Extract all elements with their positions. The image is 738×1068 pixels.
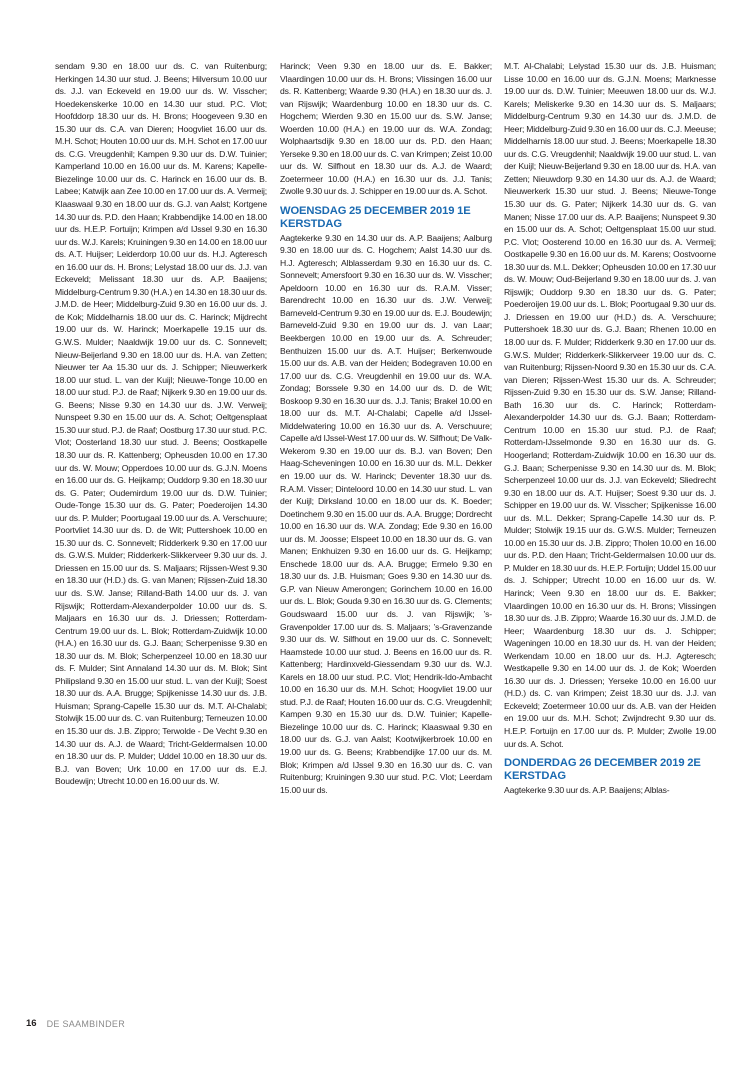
column-3: [504, 60, 716, 796]
column-2-text-bottom: Aagtekerke 9.30 en 14.30 uur ds. A.P. Baaijens; Aalburg 9.30 en 18.00 uur ds. C. Hogchem; Aalst 14.30 uur ds. H.J. Agteresch; Alblasserdam 9.30 en 16.30 uur ds. C. Sonnevelt; Amersfoort 9.30 en 16.30 uur ds. W. Visscher; Apeldoorn 10.00 en 16.30 uur ds. R.A.M. Visser; Barendrecht 10.00 en 16.30 uur ds. J.W. Verweij; Barneveld-Centrum 9.30 en 19.00 uur ds. E.J. Boudewijn; Barneveld-Zuid 9.30 en 19.00 uur ds. J. van Laar; Beekbergen 10.00 en 19.00 uur ds. A. Schreuder; Benthuizen 15.00 uur ds. A.T. Huijser; Berkenwoude 15.00 uur ds. A.B. van der Heiden; Bodegraven 10.00 en 17.00 uur ds. C.G. Vreugdenhil en 19.00 uur ds. W.A. Zondag; Borssele 9.30 en 14.00 uur ds. D. de Wit; Boskoop 9.30 en 16.30 uur ds. J.J. Tanis; Brakel 10.00 en 18.00 uur ds. M.T. Al-Chalabi; Capelle a/d IJssel-Middelwatering 10.00 en 16.30 uur ds. A. Verschuure; Capelle a/d IJssel-West 17.00 uur ds. W. Silfhout; De Valk-Wekerom 9.30 en 19.00 uur ds. B.J. van Boven; Den Haag-Scheveningen 10.00 en 16.30 uur ds. M.L. Dekker en 19.00 uur ds. W. Harinck; Deventer 18.30 uur ds. R.A.M. Visser; Dinteloord 10.00 en 14.30 uur stud. L. van der Kuijl; Dirksland 10.00 en 18.00 uur ds. K. Boeder; Doetinchem 9.30 en 15.00 uur ds. A.A. Brugge; Dordrecht 10.00 en 16.30 uur ds. W.A. Zondag; Ede 9.30 en 16.00 uur ds. M. Joosse; Elspeet 10.00 en 18.30 uur ds. G. van Manen; Enkhuizen 9.30 en 16.00 uur ds. G. Heijkamp; Enschede 18.00 uur ds. A.A. Brugge; Ermelo 9.30 en 18.30 uur ds. J.B. Huisman; Goes 9.30 en 14.30 uur ds. G.P. van Nieuw Amerongen; Gorinchem 10.00 en 16.00 uur ds. L. Blok; Gouda 9.30 en 16.30 uur ds. G. Clements; Goudswaard 15.00 uur ds. J. van Rijswijk; ’s-Gravenpolder 17.00 uur ds. S. Maljaars; ’s-Gravenzande 9.30 uur ds. W. Silfhout en 19.00 uur ds. C. Sonnevelt; Haamstede 10.00 uur stud. J. Beens en 16.00 uur ds. R. Kattenberg; Hardinxveld-Giessendam 9.30 uur ds. W.J. Karels en 18.00 uur stud. P.C. Vlot; Hendrik-Ido-Ambacht 10.00 en 16.30 uur ds. M.H. Schot; Hoogvliet 19.00 uur stud. P.J. de Raaf; Houten 16.00 uur ds. C.G. Vreugdenhil; Kampen 9.30 en 15.30 uur ds. D.W. Tuinier; Kapelle-Biezelinge 10.00 uur ds. C. Harinck; Klaaswaal 9.30 en 18.00 uur ds. G.J. van Aalst; Kootwijkerbroek 10.00 en 19.00 uur ds. G. Beens; Krabbendijke 17.00 uur ds. M. Blok; Krimpen a/d IJssel 9.30 en 16.30 uur ds. C. van Ruitenburg; Kruiningen 9.30 uur stud. P.C. Vlot; Leerdam 15.00 uur ds.: [280, 232, 492, 795]
heading-woensdag-25-december: WOENSDAG 25 DECEMBER 2019 1E KERSTDAG: [280, 205, 471, 230]
column-2-text-top: Harinck; Veen 9.30 en 18.00 uur ds. E. Bakker; Vlaardingen 10.00 uur ds. H. Brons; Vlissingen 16.00 uur ds. R. Kattenberg; Waarde 9.30 (H.A.) en 18.30 uur ds. J. van Rijswijk; Waardenburg 10.00 en 18.30 uur ds. C. Hogchem; Wierden 9.30 en 15.00 uur ds. S.W. Janse; Woerden 10.00 (H.A.) en 19.00 uur ds. W.A. Zondag; Wolphaartsdijk 9.30 en 18.00 uur ds. P.D. den Haan; Yerseke 9.30 en 18.00 uur ds. C. van Krimpen; Zeist 10.00 uur ds. W. Silfhout en 18.30 uur ds. A.J. de Waard; Zoetermeer 10.00 (H.A.) en 16.30 uur ds. J.J. Tanis; Zwolle 9.30 uur ds. J. Schipper en 19.00 uur ds. A. Schot.: [280, 61, 492, 197]
column-2: [280, 60, 492, 796]
column-3-text-top: M.T. Al-Chalabi; Lelystad 15.30 uur ds. J.B. Huisman; Lisse 10.00 en 16.00 uur ds. G.J.N. Moens; Marknesse 19.00 uur ds. D.W. Tuinier; Meeuwen 18.00 uur ds. W.J. Karels; Meliskerke 9.30 en 14.30 uur ds. S. Maljaars; Middelburg-Centrum 9.30 en 14.30 uur ds. J.M.D. de Heer; Middelburg-Zuid 9.30 en 16.00 uur ds. C.J. Meeuse; Middelharnis 18.00 uur stud. J. Beens; Moerkapelle 18.30 uur ds. C.G. Vreugdenhil; Naaldwijk 19.00 uur stud. L. van der Kuijl; Nieuw-Beijerland 9.30 en 18.00 uur ds. H.A. van Zetten; Nieuwdorp 9.30 en 14.30 uur ds. A.J. de Waard; Nieuwerkerk 15.30 uur stud. J. Beens; Nieuwe-Tonge 15.30 uur ds. G. Pater; Nijkerk 14.30 uur ds. G. van Manen; Nisse 17.00 uur ds. A.P. Baaijens; Nunspeet 9.30 en 15.00 uur ds. A. Schot; Oeltgensplaat 15.00 uur stud. P.C. Vlot; Oosterend 10.00 en 16.30 uur ds. A. Vermeij; Oostkapelle 9.30 en 16.00 uur ds. M. Karens; Oostvoorne 18.30 uur ds. M.L. Dekker; Opheusden 10.00 en 17.30 uur ds. W. Mouw; Oud-Beijerland 9.30 en 18.00 uur ds. J. van Rijswijk; Ouddorp 9.30 en 18.30 uur ds. G. Pater; Poederoijen 19.00 uur ds. L. Blok; Poortugaal 9.30 uur ds. J. Driessen en 19.00 uur (H.D.) ds. A. Verschuure; Puttershoek 18.30 uur ds. G.J. Baan; Rhenen 10.00 en 18.00 uur ds. F. Mulder; Ridderkerk 9.30 en 17.00 uur ds. G.W.S. Mulder; Ridderkerk-Slikkerveer 19.00 uur ds. C. van Ruitenburg; Rijssen-Noord 9.30 en 15.30 uur ds. C.A. van Dieren; Rijssen-West 15.30 uur ds. A. Schreuder; Rijssen-Zuid 9.30 en 15.30 uur ds. S.W. Janse; Rilland-Bath 16.30 uur ds. C. Harinck; Rotterdam-Alexanderpolder 14.30 uur ds. G.J. Baan; Rotterdam-Centrum 10.00 en 15.30 uur stud. P.J. de Raaf; Rotterdam-IJsselmonde 9.30 en 16.30 uur ds. G. Hoogerland; Rotterdam-Zuidwijk 10.00 en 16.30 uur ds. G.J. Baan; Scherpenisse 9.30 en 14.30 uur ds. M. Blok; Scherpenzeel 10.00 uur ds. J.J. van Eckeveld; Sliedrecht 9.30 en 18.00 uur ds. A.T. Huijser; Soest 9.30 uur ds. J. Schipper en 19.00 uur ds. W. Visscher; Spijkenisse 16.00 uur ds. M.L. Dekker; Sprang-Capelle 14.30 uur ds. P. Mulder; Stolwijk 19.15 uur ds. G.W.S. Mulder; Terneuzen 10.00 en 15.30 uur ds. J.B. Zippro; Tholen 10.00 en 16.00 uur ds. P.D. den Haan; Tricht-Geldermalsen 10.00 uur ds. P. Mulder en 18.30 uur ds. H.E.P. Fortuijn; Uddel 15.00 uur ds. J. Schipper; Utrecht 10.00 en 16.00 uur ds. W. Harinck; Veen 9.30 en 18.00 uur ds. E. Bakker; Vlaardingen 10.00 en 16.30 uur ds. H. Brons; Vlissingen 18.30 uur ds. J.B. Zippro; Waarde 16.30 uur ds. J.M.D. de Heer; Waardenburg 18.30 uur ds. J. Schipper; Wageningen 10.00 en 18.30 uur ds. H. van der Heiden; Werkendam 10.00 en 18.00 uur ds. H.J. Agteresch; Westkapelle 9.30 en 14.00 uur ds. J. de Kok; Woerden 16.30 uur ds. J. Driessen; Yerseke 10.00 en 16.00 uur (H.D.) ds. C. van Krimpen; Zeist 18.30 uur ds. J.J. van Eckeveld; Zoetermeer 10.00 uur ds. A.B. van der Heiden en 19.00 uur ds. M.H. Schot; Zwijndrecht 9.30 uur ds. H.E.P. Fortuijn en 17.00 uur ds. P. Mulder; Zwolle 19.00 uur ds. A. Schot.: [504, 61, 716, 749]
column-1-text: sendam 9.30 en 18.00 uur ds. C. van Ruitenburg; Herkingen 14.30 uur stud. J. Beens; Hilversum 10.00 uur ds. J.J. van Eckeveld en 19.00 uur ds. W. Visscher; Hoedekenskerke 10.00 en 14.30 uur stud. P.C. Vlot; Hoofddorp 18.30 uur ds. H. Brons; Hoogeveen 9.30 en 15.30 uur ds. C.A. van Dieren; Hoogvliet 16.00 uur ds. M.H. Schot; Houten 10.00 uur ds. M.H. Schot en 17.00 uur ds. C.G. Vreugdenhil; Kampen 9.30 uur ds. D.W. Tuinier; Kamperland 10.00 en 16.00 uur ds. M. Karens; Kapelle-Biezelinge 10.00 uur ds. C. Harinck en 16.00 uur ds. B. Labee; Katwijk aan Zee 10.00 en 17.00 uur ds. A. Vermeij; Klaaswaal 9.30 en 18.00 uur ds. G.J. van Aalst; Kortgene 14.30 uur ds. P.D. den Haan; Krabbendijke 14.00 en 18.00 uur ds. H.E.P. Fortuijn; Krimpen a/d IJssel 9.30 en 16.30 uur ds. W.J. Karels; Kruiningen 9.30 en 14.00 en 18.00 uur ds. A.T. Huijser; Leiderdorp 10.00 uur ds. H.J. Agteresch en 16.00 uur ds. H. Brons; Lelystad 18.00 uur ds. J.J. van Eckeveld; Melissant 18.30 uur ds. A.P. Baaijens; Middelburg-Centrum 9.30 (H.A.) en 14.30 en 18.30 uur ds. J.M.D. de Heer; Middelburg-Zuid 9.30 en 16.00 uur ds. J. de Kok; Middelharnis 18.00 uur ds. C. Harinck; Mijdrecht 19.00 uur ds. W. Harinck; Moerkapelle 19.15 uur ds. G.W.S. Mulder; Naaldwijk 19.00 uur ds. C. Sonnevelt; Nieuw-Beijerland 9.30 en 18.00 uur ds. H.A. van Zetten; Nieuwer ter Aa 15.30 uur ds. J. Schipper; Nieuwerkerk 18.00 uur stud. L. van der Kuijl; Nieuwe-Tonge 10.00 en 18.00 uur stud. P.J. de Raaf; Nijkerk 9.30 en 19.00 uur ds. G. Beens; Nisse 9.30 en 14.30 uur ds. J.W. Verweij; Nunspeet 9.30 en 15.00 uur ds. A. Schot; Oeltgensplaat 15.30 uur stud. P.J. de Raaf; Oostburg 17.30 uur stud. P.C. Vlot; Oosterland 18.30 uur stud. J. Beens; Oostkapelle 18.30 uur ds. R. Kattenberg; Opheusden 10.00 en 17.30 uur ds. W. Mouw; Opperdoes 10.00 uur ds. G.J.N. Moens en 16.00 uur ds. G. Heijkamp; Ouddorp 9.30 en 18.30 uur ds. G. Pater; Oudemirdum 19.00 uur ds. D.W. Tuinier; Oude-Tonge 15.30 uur ds. G. Pater; Poederoijen 14.30 uur ds. P. Mulder; Poortugaal 19.00 uur ds. A. Verschuure; Poortvliet 14.30 uur ds. D. de Wit; Puttershoek 10.00 en 15.30 uur ds. C. Sonnevelt; Ridderkerk 9.30 en 17.00 uur ds. G.W.S. Mulder; Ridderkerk-Slikkerveer 9.30 uur ds. J. Driessen en 15.00 uur ds. S. Maljaars; Rijssen-West 9.30 en 18.30 uur (H.D.) ds. G. van Manen; Rijssen-Zuid 18.30 uur ds. S.W. Janse; Rilland-Bath 14.00 uur ds. J. van Rijswijk; Rotterdam-Alexanderpolder 10.00 uur ds. S. Maljaars en 16.30 uur ds. J. Driessen; Rotterdam-Centrum 19.00 uur ds. L. Blok; Rotterdam-Zuidwijk 10.00 (H.A.) en 16.30 uur ds. G.J. Baan; Scherpenisse 9.30 en 18.30 uur ds. M. Blok; Scherpenzeel 10.00 en 18.30 uur ds. F. Mulder; Sint Annaland 14.30 uur ds. M. Blok; Sint Philipsland 9.30 en 15.00 uur stud. L. van der Kuijl; Soest 18.30 uur ds. A.A. Brugge; Spijkenisse 14.30 uur ds. J.B. Huisman; Sprang-Capelle 15.30 uur ds. M.T. Al-Chalabi; Stolwijk 15.00 uur ds. C. van Ruitenburg; Terneuzen 10.00 en 15.30 uur ds. J.B. Zippro; Terwolde - De Vecht 9.30 en 14.30 uur ds. A.J. de Waard; Tricht-Geldermalsen 10.00 en 18.30 uur ds. P. Mulder; Uddel 10.00 en 18.30 uur ds. B.J. van Boven; Urk 10.00 en 17.00 uur ds. E.J. Boudewijn; Utrecht 10.00 en 16.00 uur ds. W.: [55, 61, 267, 787]
publication-name: DE SAAMBINDER: [46, 1019, 125, 1029]
page-number: 16: [26, 1018, 37, 1029]
heading-donderdag-26-december: DONDERDAG 26 DECEMBER 2019 2E KERSTDAG: [504, 757, 701, 782]
column-3-text-bottom: Aagtekerke 9.30 uur ds. A.P. Baaijens; Alblas-: [504, 784, 670, 795]
page-footer: [26, 1018, 125, 1030]
column-1: [55, 60, 267, 788]
